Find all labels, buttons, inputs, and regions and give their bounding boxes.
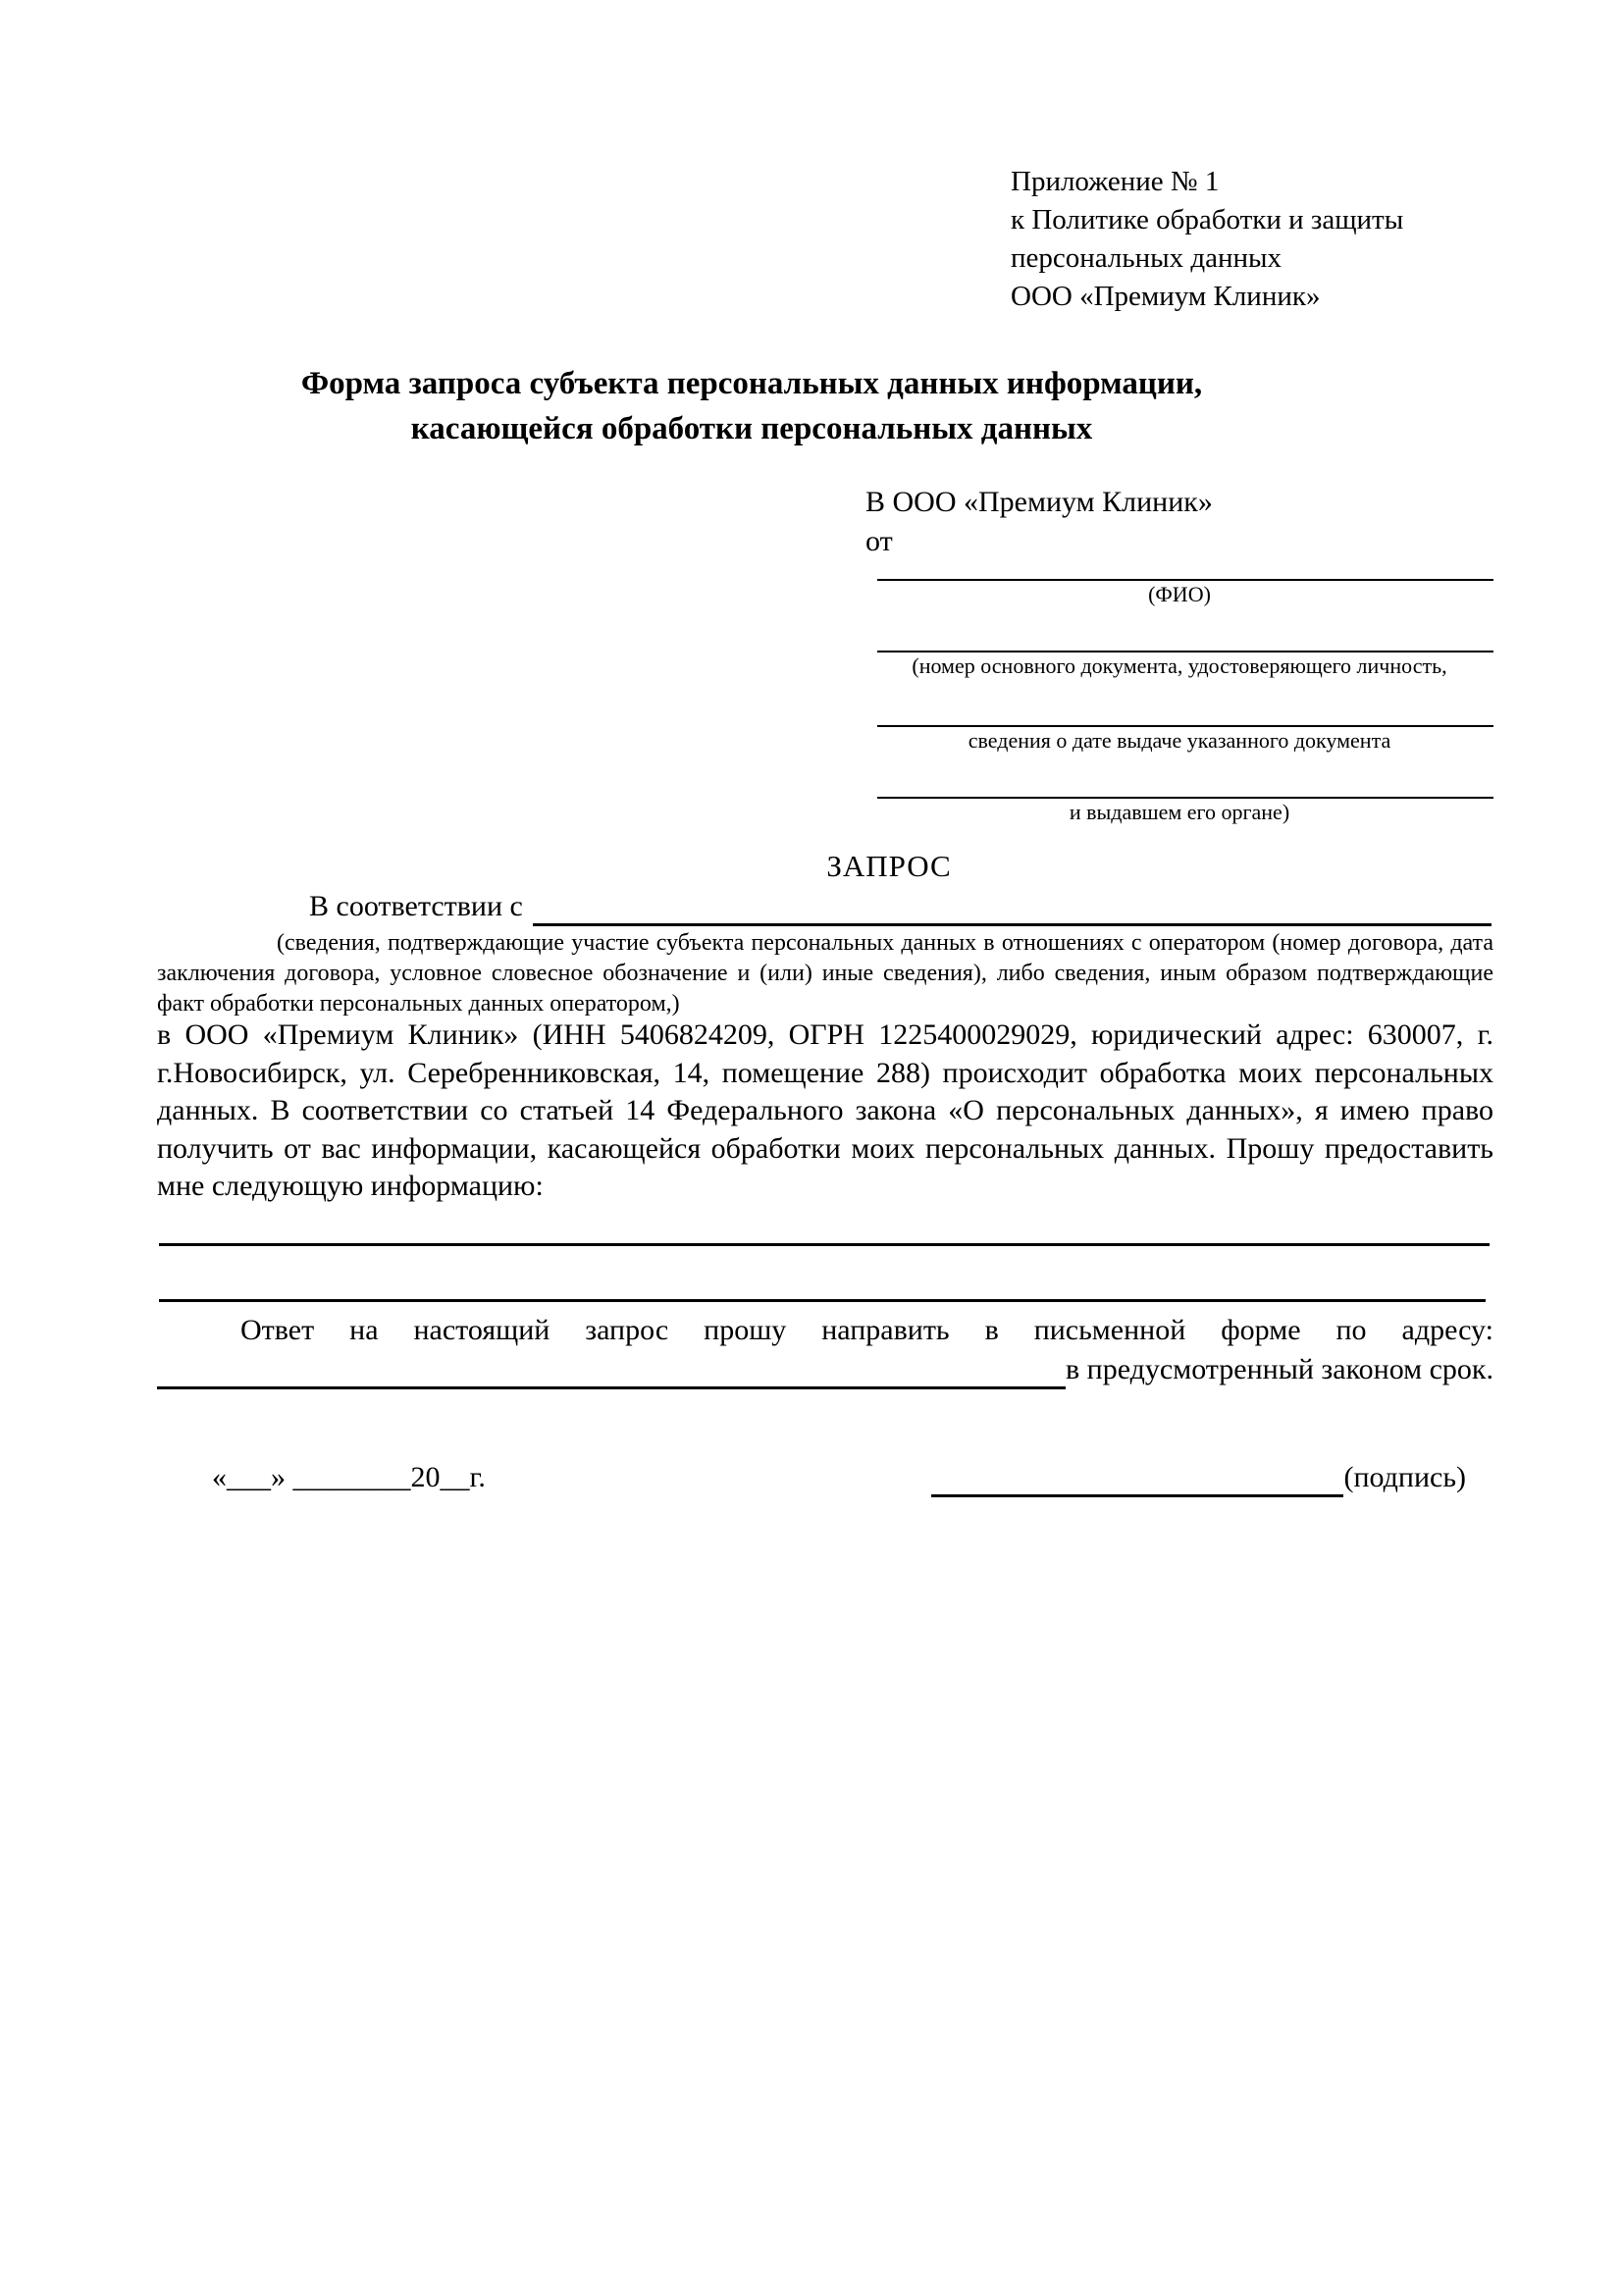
lead-label: В соответствии с [309,890,523,922]
address-blank-line [157,1355,1066,1389]
appendix-line: к Политике обработки и защиты [1011,204,1404,235]
appendix-line: ООО «Премиум Клиник» [1011,281,1321,312]
appendix-line: Приложение № 1 [1011,166,1220,197]
recipient-from-label: от [865,525,893,557]
signature-caption: (подпись) [1343,1461,1466,1493]
lead-line [157,887,1492,926]
request-heading: ЗАПРОС [826,849,952,883]
document-number-blank-line [877,607,1493,652]
issuing-authority-caption: и выдавшем его органе) [1069,800,1290,824]
fio-caption: (ФИО) [1148,582,1211,606]
document-title-line1: Форма запроса субъекта персональных данных информации, [300,366,1203,401]
document-title-line2: касающейся обработки персональных данных [410,411,1093,446]
request-body-paragraph: в ООО «Премиум Клиник» (ИНН 5406824209, ОГРН 1225400029029, юридический адрес: 630007, г. г.Новосибирск, ул. Серебренниковская, 14, помещение 288) происходит обработка моих персональных данных. В соответствии со статьей 14 Федерального закона «О персональных данных», я имею право получить от вас информации, касающейся обработки моих персональных данных. Прошу предоставить мне следующую информацию: [157,1018,1493,1202]
issue-date-caption: сведения о дате выдаче указанного документа [968,728,1391,753]
issuing-authority-blank-line [877,754,1493,799]
document-number-caption: (номер основного документа, удостоверяющего личность, [912,653,1447,678]
date-blank: «___» ________20__г. [212,1461,486,1493]
signature-group [931,1458,1466,1497]
information-blank-line-2 [159,1273,1486,1302]
signature-blank-line [931,1461,1343,1497]
document-title [157,361,1346,451]
reply-address-row [157,1350,1493,1389]
information-blank-line-1 [159,1217,1490,1246]
recipient-block [865,483,1493,825]
appendix-line: персональных данных [1011,242,1283,274]
footer-row [157,1458,1492,1497]
recipient-to-line: В ООО «Премиум Клиник» [865,486,1213,518]
issue-date-blank-line [877,679,1493,727]
basis-note: (сведения, подтверждающие участие субъекта персональных данных в отношениях с оператором (номер договора, дата заключения договора, условное словесное обозначение и (или) иные сведения), либо сведения, иным образом подтверждающие факт обработки персональных данных оператором,) [157,930,1493,1017]
appendix-reference-block [1011,163,1403,316]
basis-blank-line [533,888,1492,926]
reply-tail-text: в предусмотренный законом срок. [1066,1353,1493,1385]
fio-blank-line [877,561,1493,581]
reply-instruction-line: Ответ на настоящий запрос прошу направить в письменной форме по адресу: [240,1314,1493,1346]
